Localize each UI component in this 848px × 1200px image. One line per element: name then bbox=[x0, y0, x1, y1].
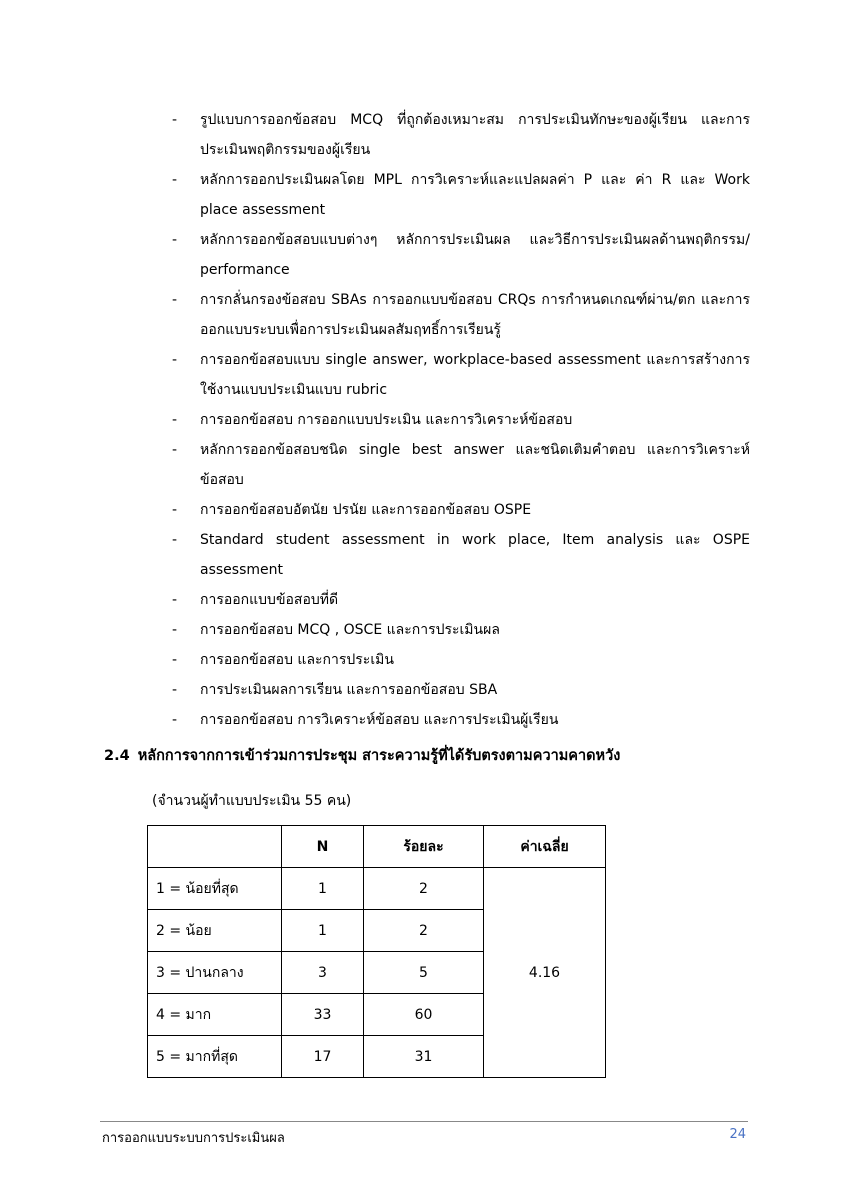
row-n: 1 bbox=[282, 868, 364, 910]
row-n: 17 bbox=[282, 1036, 364, 1078]
section-title: หลักการจากการเข้าร่วมการประชุม สาระความรู้ที่ได้รับตรงตามความคาดหวัง bbox=[137, 748, 621, 764]
topic-item: - การออกข้อสอบ MCQ , OSCE และการประเมินผล bbox=[172, 622, 500, 638]
row-percent: 60 bbox=[364, 994, 484, 1036]
row-percent: 31 bbox=[364, 1036, 484, 1078]
satisfaction-table bbox=[147, 825, 606, 1078]
row-n: 1 bbox=[282, 910, 364, 952]
footer-divider bbox=[100, 1121, 748, 1122]
topic-item: - การออกข้อสอบ และการประเมิน bbox=[172, 652, 394, 668]
footer-title: การออกแบบระบบการประเมินผล bbox=[102, 1131, 285, 1146]
table-row bbox=[148, 868, 606, 910]
mean-value: 4.16 bbox=[484, 868, 606, 1078]
topic-item: - การออกข้อสอบอัตนัย ปรนัย และการออกข้อสอบ OSPE bbox=[172, 502, 532, 518]
row-label: 5 = มากที่สุด bbox=[148, 1036, 282, 1078]
topic-item: - การกลั่นกรองข้อสอบ SBAs การออกแบบข้อสอบ CRQs การกำหนดเกณฑ์ผ่าน/ตก และการออกแบบระบบเพื่อการประเมินผลสัมฤทธิ์การเรียนรู้ bbox=[172, 292, 750, 338]
row-percent: 2 bbox=[364, 868, 484, 910]
topic-item: - หลักการออกประเมินผลโดย MPL การวิเคราะห์และแปลผลค่า P และ ค่า R และ Work place assessment bbox=[172, 172, 750, 218]
section-number: 2.4 bbox=[104, 748, 130, 764]
row-percent: 2 bbox=[364, 910, 484, 952]
row-percent: 5 bbox=[364, 952, 484, 994]
topic-item: - หลักการออกข้อสอบแบบต่างๆ หลักการประเมินผล และวิธีการประเมินผลด้านพฤติกรรม/ performance bbox=[172, 232, 750, 278]
topic-list bbox=[168, 105, 750, 735]
topic-item: - การออกข้อสอบ การวิเคราะห์ข้อสอบ และการประเมินผู้เรียน bbox=[172, 712, 559, 728]
row-n: 33 bbox=[282, 994, 364, 1036]
topic-item: - หลักการออกข้อสอบชนิด single best answer และชนิดเติมคำตอบ และการวิเคราะห์ข้อสอบ bbox=[172, 442, 750, 488]
section-heading bbox=[104, 744, 620, 767]
respondent-count: (จำนวนผู้ทำแบบประเมิน 55 คน) bbox=[152, 793, 352, 809]
header-blank bbox=[148, 826, 282, 868]
topic-item: - รูปแบบการออกข้อสอบ MCQ ที่ถูกต้องเหมาะสม การประเมินทักษะของผู้เรียน และการประเมินพฤติกรรมของผู้เรียน bbox=[172, 112, 750, 158]
row-label: 4 = มาก bbox=[148, 994, 282, 1036]
row-label: 1 = น้อยที่สุด bbox=[148, 868, 282, 910]
topic-item: - การออกข้อสอบแบบ single answer, workplace-based assessment และการสร้างการใช้งานแบบประเมินแบบ rubric bbox=[172, 352, 750, 398]
topic-item: - การออกแบบข้อสอบที่ดี bbox=[172, 592, 339, 608]
row-label: 2 = น้อย bbox=[148, 910, 282, 952]
header-mean: ค่าเฉลี่ย bbox=[484, 826, 606, 868]
topic-item: - การออกข้อสอบ การออกแบบประเมิน และการวิเคราะห์ข้อสอบ bbox=[172, 412, 573, 428]
page-number: 24 bbox=[729, 1127, 746, 1142]
header-n: N bbox=[282, 826, 364, 868]
header-percent: ร้อยละ bbox=[364, 826, 484, 868]
row-n: 3 bbox=[282, 952, 364, 994]
topic-item: - Standard student assessment in work place, Item analysis และ OSPE assessment bbox=[172, 532, 750, 578]
topic-item: - การประเมินผลการเรียน และการออกข้อสอบ SBA bbox=[172, 682, 498, 698]
table-header-row bbox=[148, 826, 606, 868]
row-label: 3 = ปานกลาง bbox=[148, 952, 282, 994]
